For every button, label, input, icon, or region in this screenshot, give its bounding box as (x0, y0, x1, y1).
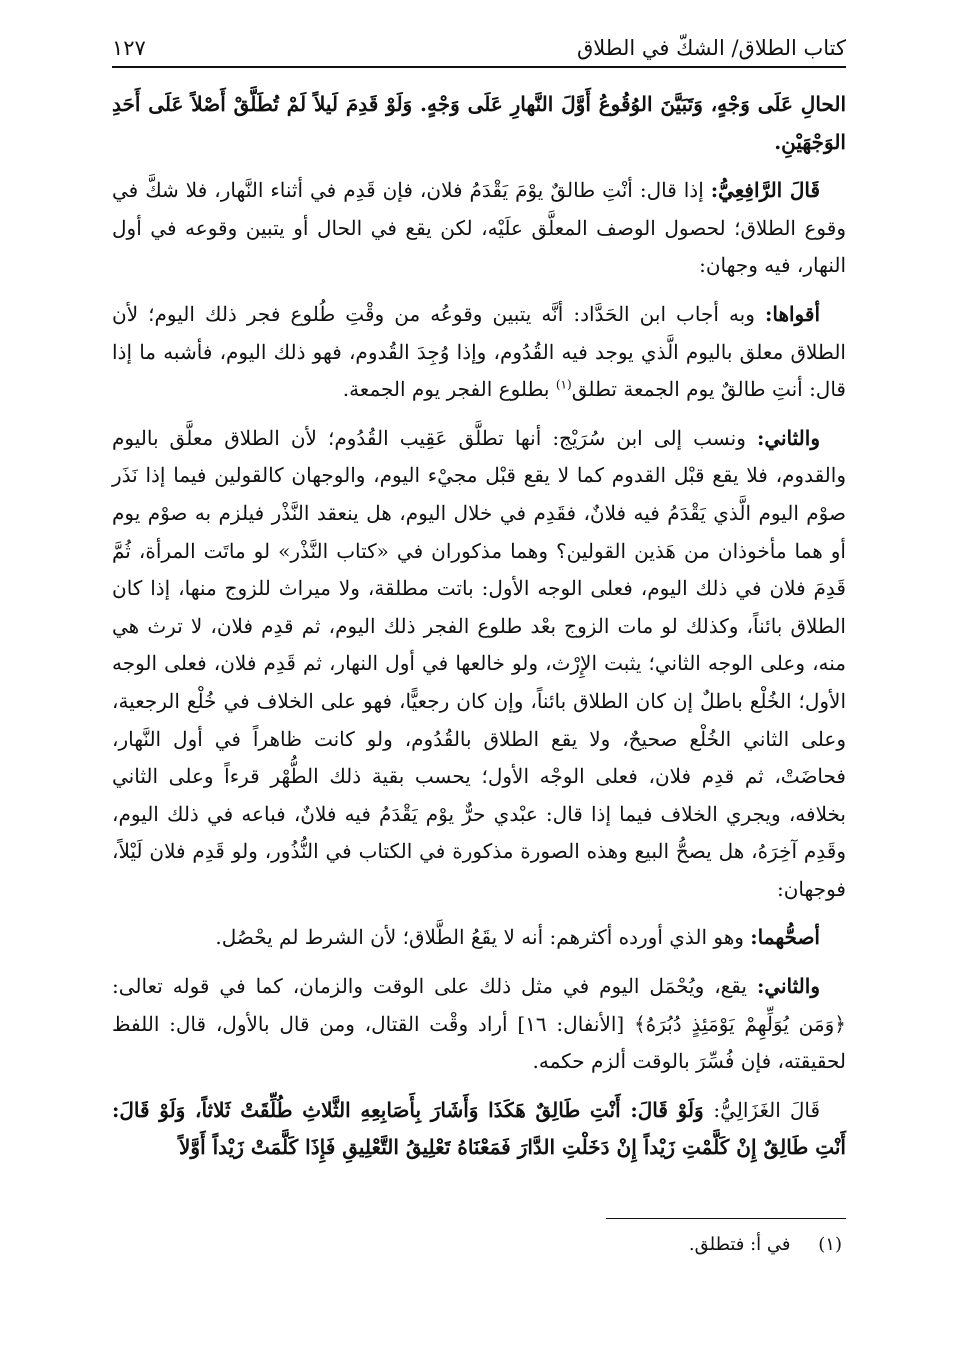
paragraph-text: وهو الذي أورده أكثرهم: أنه لا يقَعُ الطَّلاق؛ لأن الشرط لم يحْصُل. (215, 925, 751, 950)
chapter-title: كتاب الطلاق/ الشكّ في الطلاق (576, 36, 846, 60)
page-number: ١٢٧ (112, 36, 146, 60)
paragraph-lead: أصحُّهما: (750, 925, 820, 950)
paragraph-lead: أقواها: (764, 301, 820, 326)
paragraph-lead: والثاني: (756, 974, 820, 999)
paragraph (112, 420, 846, 909)
paragraph (112, 919, 846, 957)
paragraph-text: يقع، ويُحْمَل اليوم في مثل ذلك على الوقت والزمان، كما في قوله تعالى: ﴿وَمَن يُوَلِّهِمْ يَوْمَئِذٍ دُبُرَهُ﴾ [الأنفال: ١٦] أراد وقْت القتال، ومن قال بالأول، قال: اللفظ لحقيقته، فإن فُسِّرَ بالوقت ألزم حكمه. (112, 974, 846, 1074)
paragraph (112, 968, 846, 1081)
header-rule (112, 66, 846, 68)
paragraph-text: إذا قال: أنْتِ طالقٌ يوْمَ يَقْدَمُ فلان، فإن قَدِم في أثناء النَّهار، فلا شكَّ في وقوع الطلاق؛ لحصول الوصف المعلَّق علَيْه، لكن يقع في الحال أو يتبين وقوعه في أول النهار، فيه وجهان: (112, 178, 846, 278)
footnote-rule (606, 1218, 846, 1219)
footnote-reference[interactable]: (١) (555, 377, 572, 392)
paragraph-lead: والثاني: (756, 425, 820, 450)
running-header (112, 24, 846, 60)
footnote-text: في أ: فتطلق. (688, 1234, 791, 1255)
paragraph-text: ونسب إلى ابن سُرَيْج: أنها تطلَّق عَقِيب القُدُوم؛ لأن الطلاق معلَّق باليوم والقدوم، فلا يقع قبْل القدوم كما لا يقع قبْل مجيْء اليوم، والوجهان كالقولين فيما إذا نَذَر صوْم اليوم الَّذي يَقْدَمُ فيه فلانٌ، فقَدِم في خلال اليوم، هل ينعقد النَّذْر فيلزم به صوْم يوم أو هما مأخوذان من هَذين القولين؟ وهما مذكوران في «كتاب النَّذْر» لو ماتَت المرأة، ثُمَّ قَدِمَ فلان في ذلك اليوم، فعلى الوجه الأول: باتت مطلقة، ولا ميراث للزوج منها، إذا كان الطلاق بائناً، وكذلك لو مات الزوج بعْد طلوع الفجر ذلك اليوم، ثم قدِم فلان، لا ترث هي منه، وعلى الوجه الثاني؛ يثبت الإِرْث، ولو خالعها في أول النهار، ثم قَدِم فلان، فعلى الوجه الأول؛ الخُلْع باطلٌ إن كان الطلاق بائناً، وإن كان رجعيًّا، فهو على الخلاف في خُلْع الرجعية، وعلى الثاني الخُلْع صحيحٌ، ولا يقع الطلاق بالقُدُوم، ولو كانت ظاهراً في أول النَّهار، فحاضَتْ، ثم قدِم فلان، فعلى الوجْه الأول؛ يحسب بقية ذلك الطُّهْر قرءاً وعلى الثاني بخلافه، ويجري الخلاف فيما إذا قال: عبْدي حرٌّ يوْم يَقْدَمُ فيه فلانٌ، فباعه في ذلك اليوم، وقَدِم آخِرَهُ، هل يصحُّ البيع وهذه الصورة مذكورة في الكتاب في النُّذُور، ولو قَدِم فلان لَيْلاً، فوجهان: (112, 425, 846, 901)
paragraph-text: وبه أجاب ابن الحَدَّاد: أنَّه يتبين وقوعُه من وقْتِ طُلوع فجر ذلك اليوم؛ لأن الطلاق معلق باليوم الَّذي يوجد فيه القُدُوم، وإذا وُجِدَ القُدوم، فهو ذلك اليوم، فأشبه ما إذا قال: أنتِ طالقٌ يوم الجمعة تطلق (112, 301, 846, 402)
paragraph-lead: قَالَ الغَزَالِيُّ: (713, 1097, 821, 1122)
main-text (112, 86, 846, 1178)
paragraph-text: الحالِ عَلَى وَجْهٍ، وَتَبَيَّنَ الوُقُوعُ أَوَّلَ النَّهارِ عَلَى وَجْهٍ. وَلَوْ قَدِمَ لَيلاً لَمْ تُطَلَّقْ أَصْلاً عَلَى أَحَدِ الوَجْهَيْنِ. (112, 92, 846, 154)
paragraph (112, 172, 846, 285)
footnote (689, 1234, 842, 1255)
paragraph (112, 296, 846, 409)
paragraph-text: وَلَوْ قَالَ: أَنْتِ طَالِقٌ هَكَذَا وَأَشَارَ بِأَصَابِعِهِ الثَّلاثِ طُلِّقَتْ ثَلاثاً، وَلَوْ قَالَ: أَنْتِ طَالِقٌ إِنْ كَلَّمْتِ زَيْداً إِنْ دَخَلْتِ الدَّارَ فَمَعْنَاهُ تَعْلِيقُ التَّعْلِيقِ فَإِذَا كَلَّمَتْ زَيْداً أَوَّلاً (112, 1097, 846, 1160)
paragraph-lead: قَالَ الرَّافِعِيُّ: (710, 178, 821, 203)
paragraph-text-tail: بطلوع الفجر يوم الجمعة. (342, 377, 556, 402)
paragraph (112, 1092, 846, 1167)
footnote-number: (١) (818, 1234, 842, 1255)
paragraph (112, 86, 846, 161)
